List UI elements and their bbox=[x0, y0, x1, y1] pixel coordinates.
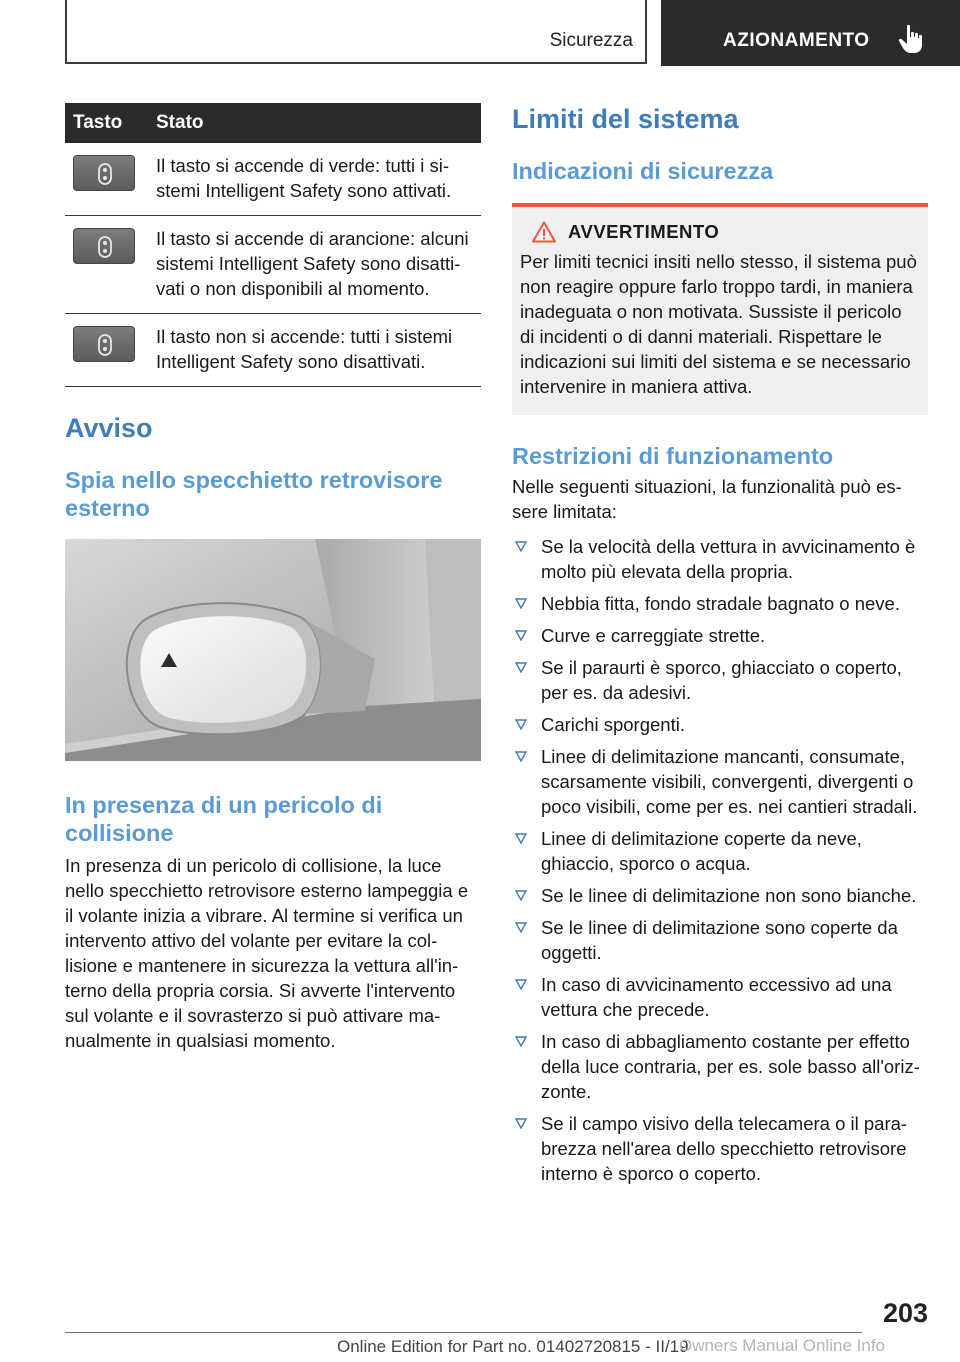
header-chapter-tab bbox=[661, 0, 960, 66]
header-section-title: Sicurezza bbox=[549, 30, 633, 51]
warning-triangle-icon bbox=[532, 221, 556, 243]
list-item: Curve e carreggiate strette. bbox=[512, 623, 928, 648]
triangle-bullet-icon bbox=[515, 1117, 527, 1129]
warning-title: AVVERTIMENTO bbox=[568, 221, 720, 242]
restrictions-intro: Nelle seguenti situazioni, la funzionalità può essere limitata: bbox=[512, 476, 902, 522]
triangle-bullet-icon bbox=[515, 661, 527, 673]
table-header-key: Tasto bbox=[65, 103, 156, 143]
table-row bbox=[65, 216, 481, 314]
table-cell-status: Il tasto si accende di verde: tutti i sistemi Intelligent Safety sono attivati. bbox=[156, 143, 481, 216]
collision-paragraph: In presenza di un pericolo di collisione, la luce nello specchietto retrovisore esterno lampeggia e il volante inizia a vibrare. Al termine si verifica un intervento attivo del volante per evitare la collisione e mantenere in sicurezza la vettura all'interno della propria corsia. Si avverte l'intervento sul volante e il sovrasterzo si può attivare manualmente in qualsiasi momento. bbox=[65, 855, 469, 1051]
triangle-bullet-icon bbox=[515, 978, 527, 990]
triangle-bullet-icon bbox=[515, 921, 527, 933]
subsection-title-safety: Indicazioni di sicurezza bbox=[512, 158, 774, 184]
triangle-bullet-icon bbox=[515, 597, 527, 609]
subsection-title-restrictions: Restrizioni di funzionamento bbox=[512, 443, 834, 469]
footer-edition: Online Edition for Part no. 01402720815 - II/19 bbox=[337, 1337, 689, 1356]
hand-pointer-icon bbox=[898, 24, 924, 54]
list-item: Se le linee di delimitazione non sono bianche. bbox=[512, 883, 928, 908]
triangle-bullet-icon bbox=[515, 540, 527, 552]
subsection-title-mirror: Spia nello specchietto retrovisore esterno bbox=[65, 467, 443, 521]
list-item: Se la velocità della vettura in avvicinamento è molto più elevata della propria. bbox=[512, 534, 928, 584]
section-title-limiti: Limiti del sistema bbox=[512, 104, 739, 134]
warning-body: Per limiti tecnici insiti nello stesso, il sistema può non reagire oppure farlo troppo tardi, in maniera inadeguata o non motivata. Sussiste il pericolo di incidenti o di danni materiali. Rispettare le indicazioni sui limiti del sistema e se necessario intervenire in maniera attiva. bbox=[520, 251, 917, 397]
list-item: Se il paraurti è sporco, ghiacciato o coperto, per es. da adesivi. bbox=[512, 655, 928, 705]
triangle-bullet-icon bbox=[515, 718, 527, 730]
side-mirror-warning-light-photo bbox=[65, 539, 481, 761]
key-status-table bbox=[65, 103, 481, 387]
list-item: Linee di delimitazione mancanti, consumate, scarsamente visibili, convergenti, divergenti o poco visibili, come per es. nei cantieri stradali. bbox=[512, 744, 928, 819]
header-chapter-title: AZIONAMENTO bbox=[723, 30, 870, 51]
table-row bbox=[65, 143, 481, 216]
subsection-title-collision: In presenza di un pericolo di collisione bbox=[65, 792, 383, 846]
footer-watermark: Owners Manual Online Info bbox=[679, 1336, 885, 1355]
section-title-avviso: Avviso bbox=[65, 413, 153, 443]
table-cell-status: Il tasto non si accende: tutti i sistemi Intelligent Safety sono disattivati. bbox=[156, 314, 481, 387]
restrictions-list bbox=[512, 534, 928, 1186]
header-section-box bbox=[65, 0, 647, 64]
left-column bbox=[65, 103, 481, 1053]
triangle-bullet-icon bbox=[515, 889, 527, 901]
intelligent-safety-button-icon bbox=[73, 155, 135, 191]
footer-divider bbox=[65, 1332, 862, 1333]
list-item: Se le linee di delimitazione sono coperte da oggetti. bbox=[512, 915, 928, 965]
triangle-bullet-icon bbox=[515, 1035, 527, 1047]
list-item: Carichi sporgenti. bbox=[512, 712, 928, 737]
intelligent-safety-button-icon bbox=[73, 228, 135, 264]
list-item: Linee di delimitazione coperte da neve, ghiaccio, sporco o acqua. bbox=[512, 826, 928, 876]
triangle-bullet-icon bbox=[515, 832, 527, 844]
list-item: In caso di abbagliamento costante per effetto della luce contraria, per es. sole basso all'orizzonte. bbox=[512, 1029, 928, 1104]
page-number: 203 bbox=[882, 1298, 928, 1328]
warning-box bbox=[512, 203, 928, 415]
list-item: Se il campo visivo della telecamera o il parabrezza nell'area dello specchietto retrovisore interno è sporco o coperto. bbox=[512, 1111, 928, 1186]
table-header-status: Stato bbox=[156, 103, 481, 143]
table-cell-status: Il tasto si accende di arancione: alcuni sistemi Intelligent Safety sono disattivati o non disponibili al momento. bbox=[156, 216, 481, 314]
triangle-bullet-icon bbox=[515, 750, 527, 762]
list-item: Nebbia fitta, fondo stradale bagnato o neve. bbox=[512, 591, 928, 616]
list-item: In caso di avvicinamento eccessivo ad una vettura che precede. bbox=[512, 972, 928, 1022]
right-column bbox=[512, 103, 928, 1193]
triangle-bullet-icon bbox=[515, 629, 527, 641]
table-row bbox=[65, 314, 481, 387]
intelligent-safety-button-icon bbox=[73, 326, 135, 362]
